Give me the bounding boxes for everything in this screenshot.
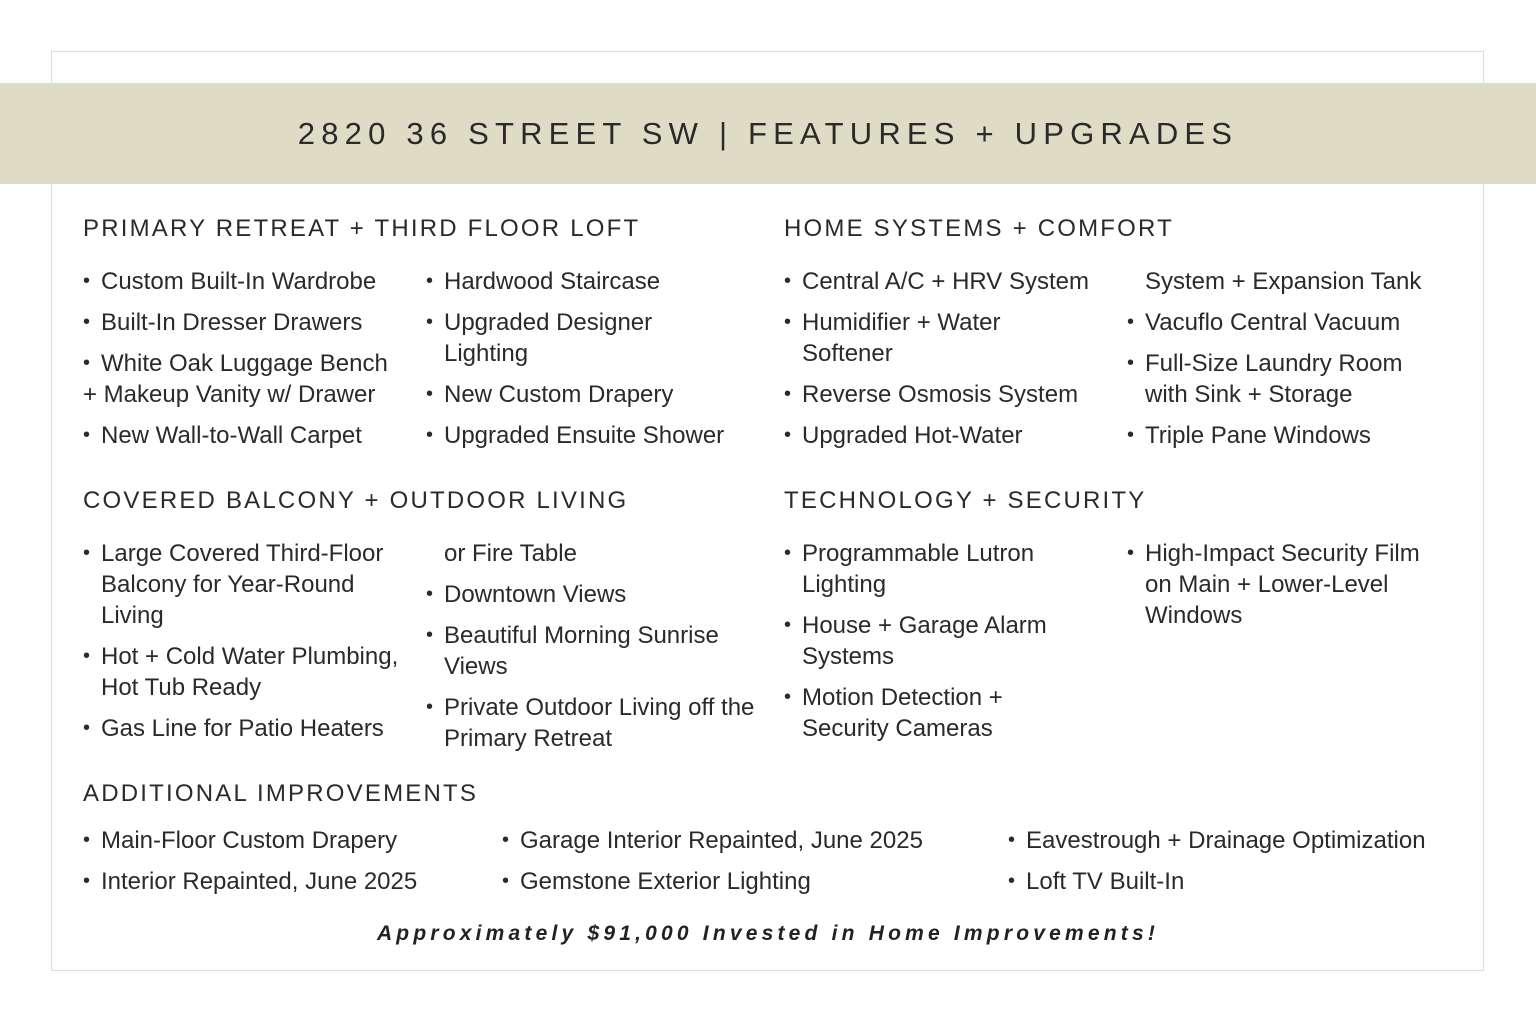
list-item: • Custom Built-In Wardrobe [83, 266, 423, 297]
investment-footer: Approximately $91,000 Invested in Home Improvements! [376, 922, 1160, 945]
list-item: • High-Impact Security Film on Main + Lower-Level Windows [1127, 538, 1423, 631]
list-item: • Programmable Lutron Lighting [784, 538, 1072, 600]
list-item: • Private Outdoor Living off the Primary Retreat [426, 692, 764, 754]
balcony-list-1 [83, 538, 413, 754]
page-title: 2820 36 STREET SW | FEATURES + UPGRADES [297, 115, 1239, 151]
list-item: • Upgraded Ensuite Shower [426, 420, 756, 451]
list-item: • New Custom Drapery [426, 379, 756, 410]
section-title-additional-improvements: ADDITIONAL IMPROVEMENTS [83, 780, 479, 807]
list-item: • Gemstone Exterior Lighting [502, 866, 1002, 897]
list-item: • Built-In Dresser Drawers [83, 307, 423, 338]
list-item: • New Wall-to-Wall Carpet [83, 420, 423, 451]
primary-retreat-list-2 [426, 266, 756, 461]
additional-list-2 [502, 825, 1002, 907]
list-item: • Hardwood Staircase [426, 266, 756, 297]
list-item-continuation: or Fire Table [444, 540, 577, 567]
list-item: • Large Covered Third-Floor Balcony for Year-Round Living [83, 538, 411, 631]
list-item: • Full-Size Laundry Room with Sink + Storage [1127, 348, 1435, 410]
list-item: • White Oak Luggage Bench [83, 348, 423, 379]
list-item-continuation: + Makeup Vanity w/ Drawer [83, 381, 376, 408]
list-item: • Upgraded Hot-Water [784, 420, 1124, 451]
list-item: • Hot + Cold Water Plumbing, Hot Tub Ready [83, 641, 401, 703]
section-title-covered-balcony: COVERED BALCONY + OUTDOOR LIVING [83, 487, 629, 514]
list-item: • Motion Detection + Security Cameras [784, 682, 1052, 744]
list-item: • Vacuflo Central Vacuum [1127, 307, 1467, 338]
list-item: • Downtown Views [426, 579, 756, 610]
section-title-technology-security: TECHNOLOGY + SECURITY [784, 487, 1147, 514]
home-systems-list-2 [1127, 266, 1467, 461]
list-item: • Beautiful Morning Sunrise Views [426, 620, 754, 682]
technology-list-1 [784, 538, 1084, 754]
list-item: • Upgraded Designer Lighting [426, 307, 684, 369]
list-item-continuation: System + Expansion Tank [1145, 268, 1422, 295]
list-item: • House + Garage Alarm Systems [784, 610, 1082, 672]
section-title-primary-retreat: PRIMARY RETREAT + THIRD FLOOR LOFT [83, 215, 641, 242]
header-banner [0, 83, 1536, 184]
technology-list-2 [1127, 538, 1427, 641]
list-item: • Central A/C + HRV System [784, 266, 1124, 297]
list-item: • Main-Floor Custom Drapery [83, 825, 493, 856]
list-item: • Gas Line for Patio Heaters [83, 713, 413, 744]
section-title-home-systems: HOME SYSTEMS + COMFORT [784, 215, 1174, 242]
home-systems-list-1 [784, 266, 1124, 461]
balcony-list-2 [426, 538, 756, 764]
list-item: • Humidifier + Water Softener [784, 307, 1032, 369]
list-item: • Interior Repainted, June 2025 [83, 866, 493, 897]
additional-list-3 [1008, 825, 1508, 907]
primary-retreat-list-1 [83, 266, 423, 461]
additional-list-1 [83, 825, 493, 907]
list-item: • Garage Interior Repainted, June 2025 [502, 825, 1002, 856]
list-item: • Eavestrough + Drainage Optimization [1008, 825, 1508, 856]
list-item: • Triple Pane Windows [1127, 420, 1467, 451]
list-item: • Loft TV Built-In [1008, 866, 1508, 897]
list-item: • Reverse Osmosis System [784, 379, 1124, 410]
